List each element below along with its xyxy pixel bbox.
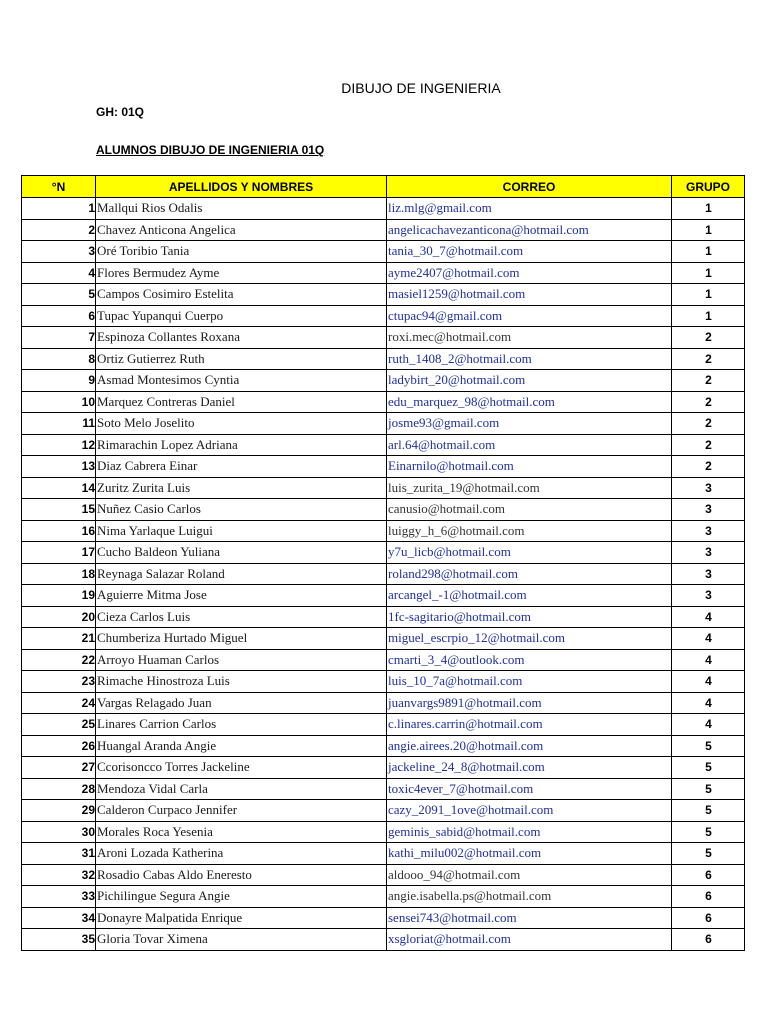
student-name: Diaz Cabrera Einar xyxy=(96,456,387,478)
student-group: 4 xyxy=(672,714,745,736)
student-group: 6 xyxy=(672,907,745,929)
student-group: 2 xyxy=(672,348,745,370)
table-row xyxy=(22,671,745,693)
student-name: Aroni Lozada Katherina xyxy=(96,843,387,865)
student-email[interactable]: ladybirt_20@hotmail.com xyxy=(387,370,672,392)
student-email[interactable]: 1fc-sagitario@hotmail.com xyxy=(387,606,672,628)
student-email[interactable]: tania_30_7@hotmail.com xyxy=(387,241,672,263)
row-number: 1 xyxy=(22,198,96,220)
table-row xyxy=(22,370,745,392)
student-group: 2 xyxy=(672,327,745,349)
row-number: 6 xyxy=(22,305,96,327)
student-group: 2 xyxy=(672,370,745,392)
student-group: 1 xyxy=(672,198,745,220)
student-email[interactable]: cmarti_3_4@outlook.com xyxy=(387,649,672,671)
row-number: 12 xyxy=(22,434,96,456)
row-number: 30 xyxy=(22,821,96,843)
student-email[interactable]: miguel_escrpio_12@hotmail.com xyxy=(387,628,672,650)
student-email: angie.isabella.ps@hotmail.com xyxy=(387,886,672,908)
row-number: 18 xyxy=(22,563,96,585)
student-group: 1 xyxy=(672,305,745,327)
row-number: 10 xyxy=(22,391,96,413)
student-group: 3 xyxy=(672,499,745,521)
student-email[interactable]: luis_10_7a@hotmail.com xyxy=(387,671,672,693)
student-email: luiggy_h_6@hotmail.com xyxy=(387,520,672,542)
table-row xyxy=(22,198,745,220)
table-row xyxy=(22,628,745,650)
row-number: 5 xyxy=(22,284,96,306)
student-email[interactable]: liz.mlg@gmail.com xyxy=(387,198,672,220)
student-name: Gloria Tovar Ximena xyxy=(96,929,387,951)
table-body xyxy=(22,198,745,951)
row-number: 35 xyxy=(22,929,96,951)
student-email[interactable]: edu_marquez_98@hotmail.com xyxy=(387,391,672,413)
student-name: Cucho Baldeon Yuliana xyxy=(96,542,387,564)
student-email[interactable]: toxic4ever_7@hotmail.com xyxy=(387,778,672,800)
student-name: Campos Cosimiro Estelita xyxy=(96,284,387,306)
table-header-row xyxy=(22,176,745,198)
row-number: 22 xyxy=(22,649,96,671)
student-name: Vargas Relagado Juan xyxy=(96,692,387,714)
table-row xyxy=(22,757,745,779)
student-email[interactable]: cazy_2091_1ove@hotmail.com xyxy=(387,800,672,822)
student-name: Mallqui Rios Odalis xyxy=(96,198,387,220)
table-row xyxy=(22,714,745,736)
student-group: 4 xyxy=(672,671,745,693)
row-number: 25 xyxy=(22,714,96,736)
row-number: 29 xyxy=(22,800,96,822)
student-name: Cieza Carlos Luis xyxy=(96,606,387,628)
student-group: 5 xyxy=(672,800,745,822)
header-number: °N xyxy=(22,176,96,198)
student-email[interactable]: Einarnilo@hotmail.com xyxy=(387,456,672,478)
row-number: 33 xyxy=(22,886,96,908)
table-row xyxy=(22,585,745,607)
student-email[interactable]: josme93@gmail.com xyxy=(387,413,672,435)
student-email[interactable]: kathi_milu002@hotmail.com xyxy=(387,843,672,865)
student-name: Donayre Malpatida Enrique xyxy=(96,907,387,929)
student-group: 1 xyxy=(672,219,745,241)
student-name: Oré Toribio Tania xyxy=(96,241,387,263)
student-name: Rimache Hinostroza Luis xyxy=(96,671,387,693)
row-number: 14 xyxy=(22,477,96,499)
table-row xyxy=(22,907,745,929)
table-row xyxy=(22,348,745,370)
table-row xyxy=(22,649,745,671)
student-email[interactable]: ruth_1408_2@hotmail.com xyxy=(387,348,672,370)
student-group: 3 xyxy=(672,520,745,542)
table-row xyxy=(22,800,745,822)
student-name: Ccorisoncco Torres Jackeline xyxy=(96,757,387,779)
student-name: Pichilingue Segura Angie xyxy=(96,886,387,908)
students-table xyxy=(21,175,745,951)
student-name: Mendoza Vidal Carla xyxy=(96,778,387,800)
header-names: APELLIDOS Y NOMBRES xyxy=(96,176,387,198)
row-number: 27 xyxy=(22,757,96,779)
header-email: CORREO xyxy=(387,176,672,198)
student-email[interactable]: angelicachavezanticona@hotmail.com xyxy=(387,219,672,241)
row-number: 28 xyxy=(22,778,96,800)
student-name: Linares Carrion Carlos xyxy=(96,714,387,736)
table-row xyxy=(22,262,745,284)
table-row xyxy=(22,391,745,413)
student-name: Calderon Curpaco Jennifer xyxy=(96,800,387,822)
document-subtitle: ALUMNOS DIBUJO DE INGENIERIA 01Q xyxy=(96,143,325,157)
student-name: Soto Melo Joselito xyxy=(96,413,387,435)
student-email[interactable]: c.linares.carrin@hotmail.com xyxy=(387,714,672,736)
student-name: Asmad Montesimos Cyntia xyxy=(96,370,387,392)
student-group: 2 xyxy=(672,456,745,478)
table-row xyxy=(22,284,745,306)
row-number: 26 xyxy=(22,735,96,757)
student-name: Morales Roca Yesenia xyxy=(96,821,387,843)
student-name: Chavez Anticona Angelica xyxy=(96,219,387,241)
student-email[interactable]: angie.airees.20@hotmail.com xyxy=(387,735,672,757)
student-group: 1 xyxy=(672,284,745,306)
student-group: 3 xyxy=(672,563,745,585)
student-group: 1 xyxy=(672,241,745,263)
student-email[interactable]: ctupac94@gmail.com xyxy=(387,305,672,327)
student-group: 6 xyxy=(672,929,745,951)
student-name: Zuritz Zurita Luis xyxy=(96,477,387,499)
table-row xyxy=(22,456,745,478)
row-number: 20 xyxy=(22,606,96,628)
table-row xyxy=(22,864,745,886)
student-group: 4 xyxy=(672,606,745,628)
student-name: Ortiz Gutierrez Ruth xyxy=(96,348,387,370)
student-email: canusio@hotmail.com xyxy=(387,499,672,521)
student-name: Espinoza Collantes Roxana xyxy=(96,327,387,349)
row-number: 11 xyxy=(22,413,96,435)
row-number: 19 xyxy=(22,585,96,607)
table-row xyxy=(22,327,745,349)
table-row xyxy=(22,520,745,542)
table-row xyxy=(22,563,745,585)
row-number: 8 xyxy=(22,348,96,370)
table-row xyxy=(22,843,745,865)
table-row xyxy=(22,477,745,499)
student-group: 3 xyxy=(672,477,745,499)
student-group: 5 xyxy=(672,778,745,800)
row-number: 21 xyxy=(22,628,96,650)
student-group: 2 xyxy=(672,413,745,435)
header-group: GRUPO xyxy=(672,176,745,198)
row-number: 9 xyxy=(22,370,96,392)
student-email: luis_zurita_19@hotmail.com xyxy=(387,477,672,499)
student-group: 4 xyxy=(672,692,745,714)
student-name: Nuñez Casio Carlos xyxy=(96,499,387,521)
student-group: 3 xyxy=(672,542,745,564)
student-group: 4 xyxy=(672,649,745,671)
student-email[interactable]: ayme2407@hotmail.com xyxy=(387,262,672,284)
student-email[interactable]: sensei743@hotmail.com xyxy=(387,907,672,929)
student-name: Rosadio Cabas Aldo Eneresto xyxy=(96,864,387,886)
student-email[interactable]: masiel1259@hotmail.com xyxy=(387,284,672,306)
student-group: 2 xyxy=(672,434,745,456)
row-number: 31 xyxy=(22,843,96,865)
row-number: 4 xyxy=(22,262,96,284)
table-row xyxy=(22,219,745,241)
table-row xyxy=(22,778,745,800)
table-row xyxy=(22,413,745,435)
row-number: 34 xyxy=(22,907,96,929)
table-row xyxy=(22,929,745,951)
student-email[interactable]: juanvargs9891@hotmail.com xyxy=(387,692,672,714)
document-title: DIBUJO DE INGENIERIA xyxy=(341,80,501,96)
student-name: Aguierre Mitma Jose xyxy=(96,585,387,607)
student-group: 1 xyxy=(672,262,745,284)
table-row xyxy=(22,735,745,757)
student-group: 5 xyxy=(672,821,745,843)
table-row xyxy=(22,434,745,456)
student-group: 6 xyxy=(672,864,745,886)
student-group: 3 xyxy=(672,585,745,607)
student-name: Arroyo Huaman Carlos xyxy=(96,649,387,671)
group-code: GH: 01Q xyxy=(96,105,145,119)
student-email[interactable]: y7u_licb@hotmail.com xyxy=(387,542,672,564)
student-email: roxi.mec@hotmail.com xyxy=(387,327,672,349)
row-number: 3 xyxy=(22,241,96,263)
student-email[interactable]: jackeline_24_8@hotmail.com xyxy=(387,757,672,779)
row-number: 15 xyxy=(22,499,96,521)
student-name: Nima Yarlaque Luigui xyxy=(96,520,387,542)
student-name: Reynaga Salazar Roland xyxy=(96,563,387,585)
row-number: 16 xyxy=(22,520,96,542)
row-number: 2 xyxy=(22,219,96,241)
table-row xyxy=(22,821,745,843)
student-name: Marquez Contreras Daniel xyxy=(96,391,387,413)
student-group: 4 xyxy=(672,628,745,650)
student-email[interactable]: geminis_sabid@hotmail.com xyxy=(387,821,672,843)
student-name: Rimarachin Lopez Adriana xyxy=(96,434,387,456)
student-email: aldooo_94@hotmail.com xyxy=(387,864,672,886)
row-number: 24 xyxy=(22,692,96,714)
table-row xyxy=(22,499,745,521)
student-name: Flores Bermudez Ayme xyxy=(96,262,387,284)
student-name: Chumberiza Hurtado Miguel xyxy=(96,628,387,650)
student-email[interactable]: roland298@hotmail.com xyxy=(387,563,672,585)
student-group: 5 xyxy=(672,757,745,779)
table-row xyxy=(22,241,745,263)
student-group: 5 xyxy=(672,735,745,757)
row-number: 32 xyxy=(22,864,96,886)
table-row xyxy=(22,886,745,908)
table-row xyxy=(22,606,745,628)
table-row xyxy=(22,692,745,714)
student-group: 2 xyxy=(672,391,745,413)
row-number: 7 xyxy=(22,327,96,349)
student-email[interactable]: arl.64@hotmail.com xyxy=(387,434,672,456)
student-email[interactable]: arcangel_-1@hotmail.com xyxy=(387,585,672,607)
student-name: Huangal Aranda Angie xyxy=(96,735,387,757)
table-row xyxy=(22,542,745,564)
student-name: Tupac Yupanqui Cuerpo xyxy=(96,305,387,327)
student-email[interactable]: xsgloriat@hotmail.com xyxy=(387,929,672,951)
student-group: 5 xyxy=(672,843,745,865)
row-number: 23 xyxy=(22,671,96,693)
row-number: 13 xyxy=(22,456,96,478)
student-group: 6 xyxy=(672,886,745,908)
row-number: 17 xyxy=(22,542,96,564)
table-row xyxy=(22,305,745,327)
